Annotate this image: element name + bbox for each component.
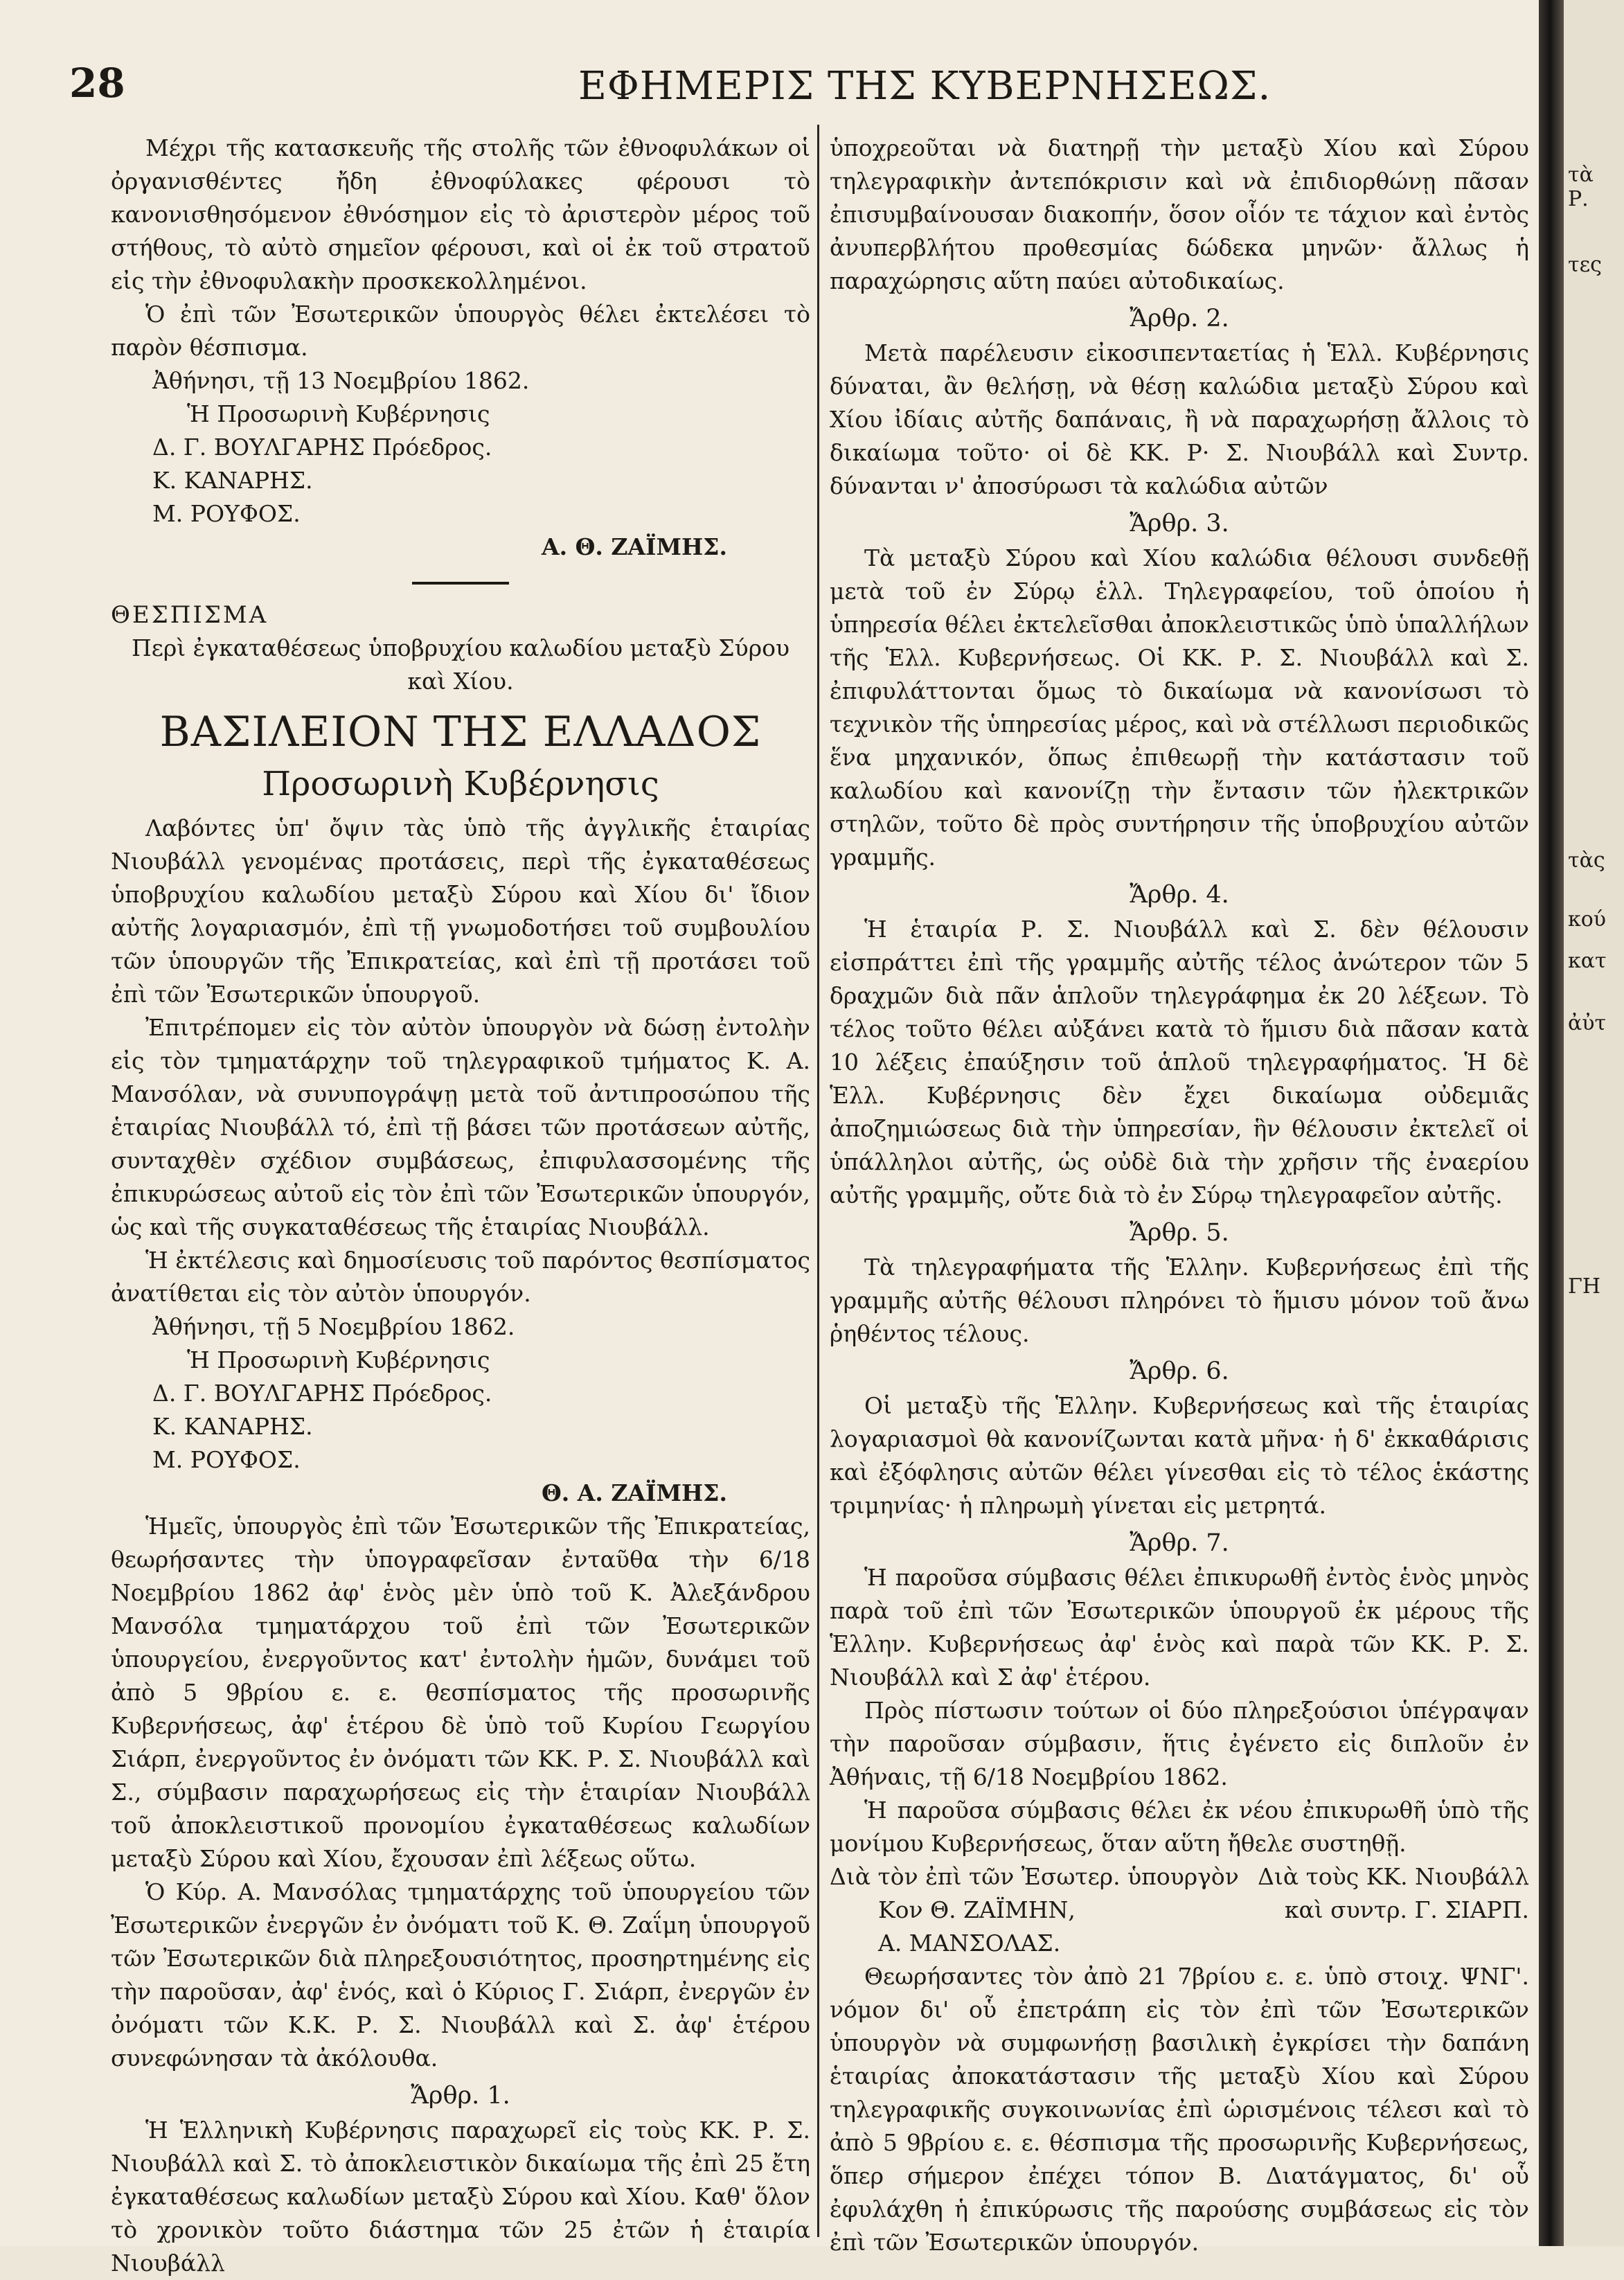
left-column [111,132,810,2280]
paragraph: Τὰ τηλεγραφήματα τῆς Ἑλλην. Κυβερνήσεως ἐπὶ τῆς γραμμῆς αὐτῆς θέλουσι πληρόνει τὸ ἥμισυ μόνον τοῦ ἄνω ῥηθέντος τέλους. [830,1254,1529,1347]
provisional-government-title: Προσωρινὴ Κυβέρνησις [262,765,659,803]
book-gutter [1539,0,1564,2246]
paragraph: Ἡ ἑταιρία Ρ. Σ. Νιουβάλλ καὶ Σ. δὲν θέλουσιν εἰσπράττει ἐπὶ τῆς γραμμῆς αὐτῆς τέλος ἀνώτερον τῶν 5 δραχμῶν διὰ πᾶν ἁπλοῦν τηλεγράφημα ἐκ 20 λέξεων. Τὸ τέλος τοῦτο θέλει αὐξάνει κατὰ τὸ ἥμισυ διὰ πᾶσαν κατὰ 10 λέξεις ἐπαύξησιν τοῦ ἁπλοῦ τηλεγραφήματος. Ἡ δὲ Ἑλλ. Κυβέρνησις δὲν ἔχει δικαίωμα οὐδεμιᾶς ἀποζημιώσεως διὰ τὴν ὑπηρεσίαν, ἣν θέλουσιν ἐκτελεῖ οἱ ὑπάλληλοι αὐτῆς, ὡς οὐδὲ διὰ τὴν χρῆσιν τῆς ἐναερίου αὐτῆς γραμμῆς, οὔτε διὰ τὸ ἐν Σύρῳ τηλεγραφεῖον αὐτῆς. [830,916,1529,1209]
margin-fragment: τὰς [1568,848,1605,873]
signature-line: Α. Θ. ΖΑΪΜΗΣ. [542,533,727,560]
signature-row [830,1860,1529,1894]
margin-fragment: τες [1568,253,1602,277]
margin-fragment: κατ [1568,949,1607,973]
government-line: Ἡ Προσωρινὴ Κυβέρνησις [187,400,490,427]
paragraph: Οἱ μεταξὺ τῆς Ἑλλην. Κυβερνήσεως καὶ τῆς ἑταιρίας λογαριασμοὶ θὰ κανονίζωνται κατὰ μῆνα· ἡ δ' ἐκκαθάρισις καὶ ἐξόφλησις αὐτῶν θέλει γίνεσθαι εἰς τὸ τέλος ἑκάστης τριμηνίας· ἡ πληρωμὴ γίνεται εἰς μετρητά. [830,1392,1529,1519]
article-heading: Ἄρθρ. 6. [1130,1357,1229,1385]
paragraph: Θεωρήσαντες τὸν ἀπὸ 21 7βρίου ε. ε. ὑπὸ στοιχ. ΨΝΓ'. νόμον δι' οὗ ἐπετράπη εἰς τὸν ἐπὶ τῶν Ἐσωτερικῶν ὑπουργὸν νὰ συμφωνήσῃ βασιλικὴ ἐγκρίσει τὴν δαπάνη ἑταιρίας ἀποκατάστασιν τῆς μεταξὺ Χίου καὶ Σύρου τηλεγραφικῆς συγκοινωνίας ἐπὶ ὡρισμένοις τέλεσι καὶ τὸ ἀπὸ 5 9βρίου ε. ε. θέσπισμα τῆς προσωρινῆς Κυβερνήσεως, ὅπερ σήμερον ἐπέχει τόπον Β. Διατάγματος, δι' οὗ ἐφυλάχθη ἡ ἐπικύρωσις τῆς παρούσης συμβάσεως εἰς τὸν ἐπὶ τῶν Ἐσωτερικῶν ὑπουργόν. [830,1963,1529,2256]
paragraph: Ὁ ἐπὶ τῶν Ἐσωτερικῶν ὑπουργὸς θέλει ἐκτελέσει τὸ παρὸν θέσπισμα. [111,301,810,361]
signature-line: Διὰ τοὺς ΚΚ. Νιουβάλλ [1258,1863,1529,1890]
date-line: Ἀθήνησι, τῇ 5 Νοεμβρίου 1862. [152,1313,515,1340]
paragraph: Ἡ ἐκτέλεσις καὶ δημοσίευσις τοῦ παρόντος θεσπίσματος ἀνατίθεται εἰς τὸν αὐτὸν ὑπουργόν. [111,1247,810,1307]
article-heading: Ἄρθρ. 7. [1130,1529,1229,1557]
signature-line: Μ. ΡΟΥΦΟΣ. [152,1446,301,1473]
paragraph: Ἡ παροῦσα σύμβασις θέλει ἐκ νέου ἐπικυρωθῆ ὑπὸ τῆς μονίμου Κυβερνήσεως, ὅταν αὕτη ἤθελε συστηθῇ. [830,1797,1529,1857]
page-header [69,54,1517,116]
adjacent-page-edge [1564,0,1624,2246]
page-number: 28 [69,60,125,107]
right-column [830,132,1529,2259]
article-heading: Ἄρθρ. 3. [1130,510,1229,537]
date-line: Ἀθήνησι, τῇ 13 Νοεμβρίου 1862. [152,367,530,394]
paragraph: Ἡμεῖς, ὑπουργὸς ἐπὶ τῶν Ἐσωτερικῶν τῆς Ἐπικρατείας, θεωρήσαντες τὴν ὑπογραφεῖσαν ἐνταῦθα τὴν 6/18 Νοεμβρίου 1862 ἀφ' ἑνὸς μὲν ὑπὸ τοῦ Κ. Ἀλεξάνδρου Μανσόλα τμηματάρχου τοῦ ἐπὶ τῶν Ἐσωτερικῶν ὑπουργείου, ἐνεργοῦντος κατ' ἐντολὴν ἡμῶν, δυνάμει τοῦ ἀπὸ 5 9βρίου ε. ε. θεσπίσματος τῆς προσωρινῆς Κυβερνήσεως, ἀφ' ἑτέρου δὲ ὑπὸ τοῦ Κυρίου Γεωργίου Σιάρπ, ἐνεργοῦντος ἐν ὀνόματι τῶν ΚΚ. Ρ. Σ. Νιουβάλλ καὶ Σ., σύμβασιν παραχωρήσεως εἰς τὴν ἑταιρίαν Νιουβάλλ τοῦ ἀποκλειστικοῦ προνομίου ἐγκαταθέσεως καλωδίων μεταξὺ Σύρου καὶ Χίου, ἔχουσαν ἐπὶ λέξεως οὕτω. [111,1513,810,1872]
article-heading: Ἄρθρ. 2. [1130,305,1229,332]
signature-line: Διὰ τὸν ἐπὶ τῶν Ἐσωτερ. ὑπουργὸν [830,1863,1239,1890]
signature-line: Κ. ΚΑΝΑΡΗΣ. [152,1413,313,1440]
running-title: ΕΦΗΜΕΡΙΣ ΤΗΣ ΚΥΒΕΡΝΗΣΕΩΣ. [578,64,1271,109]
signature-row [830,1894,1529,1927]
article-heading: Ἄρθρ. 4. [1130,881,1229,909]
signature-line: Δ. Γ. ΒΟΥΛΓΑΡΗΣ Πρόεδρος. [152,1380,492,1407]
article-heading: Ἄρθρ. 1. [411,2082,510,2110]
kingdom-title: ΒΑΣΙΛΕΙΟΝ ΤΗΣ ΕΛΛΑΔΟΣ [159,708,762,756]
margin-fragment: κού [1568,907,1607,932]
government-line: Ἡ Προσωρινὴ Κυβέρνησις [187,1346,490,1373]
margin-fragment: Ρ. [1568,187,1589,211]
section-separator [412,582,509,585]
margin-fragment: ΓΗ [1568,1274,1600,1299]
signature-line: Θ. Α. ΖΑΪΜΗΣ. [542,1479,727,1506]
signature-row [830,1927,1529,1960]
paragraph: Ὁ Κύρ. Α. Μανσόλας τμηματάρχης τοῦ ὑπουργείου τῶν Ἐσωτερικῶν ἐνεργῶν ἐν ὀνόματι τοῦ Κ. Θ. Ζαΐμη ὑπουργοῦ τῶν Ἐσωτερικῶν διὰ πληρεξουσιότητος, προσηρτημένης εἰς τὴν παροῦσαν, ἀφ' ἑνός, καὶ ὁ Κύριος Γ. Σιάρπ, ἐνεργῶν ἐν ὀνόματι τῶν Κ.Κ. Ρ. Σ. Νιουβάλλ καὶ Σ. ἀφ' ἑτέρου συνεφώνησαν τὰ ἀκόλουθα. [111,1878,810,2072]
signature-line: Μ. ΡΟΥΦΟΣ. [152,500,301,527]
decree-subject: Περὶ ἐγκαταθέσεως ὑποβρυχίου καλωδίου μεταξὺ Σύρου καὶ Χίου. [131,634,790,695]
paragraph: Ἡ Ἑλληνικὴ Κυβέρνησις παραχωρεῖ εἰς τοὺς ΚΚ. Ρ. Σ. Νιουβάλλ καὶ Σ. τὸ ἀποκλειστικὸν δικαίωμα τῆς ἐπὶ 25 ἔτη ἐγκαταθέσεως καλωδίων μεταξὺ Σύρου καὶ Χίου. Καθ' ὅλον τὸ χρονικὸν τοῦτο διάστημα τῶν 25 ἐτῶν ἡ ἑταιρία Νιουβάλλ [111,2117,810,2277]
paragraph: Πρὸς πίστωσιν τούτων οἱ δύο πληρεξούσιοι ὑπέγραψαν τὴν παροῦσαν σύμβασιν, ἥτις ἐγένετο εἰς διπλοῦν ἐν Ἀθήναις, τῇ 6/18 Νοεμβρίου 1862. [830,1697,1529,1790]
signature-line: Κον Θ. ΖΑΪΜΗΝ, [878,1896,1076,1923]
paragraph: Μέχρι τῆς κατασκευῆς τῆς στολῆς τῶν ἐθνοφυλάκων οἱ ὀργανισθέντες ἤδη ἐθνοφύλακες φέρουσι τὸ κανονισθησόμενον ἐθνόσημον εἰς τὸ ἀριστερὸν μέρος τοῦ στήθους, τὸ αὐτὸ σημεῖον φέρουσι, καὶ οἱ ἐκ τοῦ στρατοῦ εἰς τὴν ἐθνοφυλακὴν προσκεκολλημένοι. [111,134,810,294]
paragraph: Λαβόντες ὑπ' ὄψιν τὰς ὑπὸ τῆς ἀγγλικῆς ἑταιρίας Νιουβάλλ γενομένας προτάσεις, περὶ τῆς ἐγκαταθέσεως ὑποβρυχίου καλωδίου μεταξὺ Σύρου καὶ Χίου δι' ἴδιον αὐτῆς λογαριασμόν, ἐπὶ τῇ γνωμοδοτήσει τοῦ συμβουλίου τῶν ὑπουργῶν τῆς Ἐπικρατείας, καὶ ἐπὶ τῇ προτάσει τοῦ ἐπὶ τῶν Ἐσωτερικῶν ὑπουργοῦ. [111,814,810,1008]
article-heading: Ἄρθρ. 5. [1130,1219,1229,1247]
paragraph: ὑποχρεοῦται νὰ διατηρῇ τὴν μεταξὺ Χίου καὶ Σύρου τηλεγραφικὴν ἀντεπόκρισιν καὶ νὰ ἐπιδιορθώνῃ πᾶσαν ἐπισυμβαίνουσαν διακοπήν, ὅσον οἷόν τε τάχιον καὶ ἐντὸς ἀνυπερβλήτου προθεσμίας δώδεκα μηνῶν· ἄλλως ἡ παραχώρησις αὕτη παύει αὐτοδικαίως. [830,134,1529,294]
paragraph: Ἡ παροῦσα σύμβασις θέλει ἐπικυρωθῆ ἐντὸς ἑνὸς μηνὸς παρὰ τοῦ ἐπὶ τῶν Ἐσωτερικῶν ὑπουργοῦ ἐκ μέρους τῆς Ἑλλην. Κυβερνήσεως ἀφ' ἑνὸς καὶ παρὰ τῶν ΚΚ. Ρ. Σ. Νιουβάλλ καὶ Σ ἀφ' ἑτέρου. [830,1564,1529,1691]
signature-line: Δ. Γ. ΒΟΥΛΓΑΡΗΣ Πρόεδρος. [152,434,492,461]
signature-line: Κ. ΚΑΝΑΡΗΣ. [152,467,313,494]
margin-fragment: τὰ [1568,163,1594,187]
paragraph: Τὰ μεταξὺ Σύρου καὶ Χίου καλώδια θέλουσι συνδεθῇ μετὰ τοῦ ἐν Σύρῳ ἑλλ. Τηλεγραφείου, τοῦ ὁποίου ἡ ὑπηρεσία θέλει ἐκτελεῖσθαι ἀποκλειστικῶς ὑπὸ ὑπαλλήλων τῆς Ἑλλ. Κυβερνήσεως. Οἱ ΚΚ. Ρ. Σ. Νιουβάλλ καὶ Σ. ἐπιφυλάττονται ὅμως τὸ δικαίωμα νὰ κανονίσωσι τὸ τεχνικὸν τῆς ὑπηρεσίας μέρος, καὶ νὰ στέλλωσι περιοδικῶς ἕνα μηχανικόν, ὅπως ἐπιθεωρῇ τὴν κατάστασιν τοῦ καλωδίου καὶ κανονίζῃ τὴν ἔντασιν τῶν ἠλεκτρικῶν στηλῶν, τοῦτο δὲ πρὸς συντήρησιν τῆς ὑποβρυχίου αὐτῶν γραμμῆς. [830,544,1529,871]
signature-line: Α. ΜΑΝΣΟΛΑΣ. [878,1930,1061,1957]
column-divider [817,125,819,2237]
signature-line: καὶ συντρ. Γ. ΣΙΑΡΠ. [1284,1896,1529,1923]
decree-heading: ΘΕΣΠΙΣΜΑ [111,601,269,629]
paragraph: Μετὰ παρέλευσιν εἰκοσιπενταετίας ἡ Ἑλλ. Κυβέρνησις δύναται, ἂν θελήσῃ, νὰ θέσῃ καλώδια μεταξὺ Σύρου καὶ Χίου ἰδίαις αὐτῆς δαπάναις, ἢ νὰ παραχωρήσῃ ἄλλοις τὸ δικαίωμα τοῦτο· οἱ δὲ ΚΚ. Ρ· Σ. Νιουβάλλ καὶ Συντρ. δύνανται ν' ἀποσύρωσι τὰ καλώδια αὐτῶν [830,339,1529,499]
margin-fragment: ἀὐτ [1568,1011,1607,1035]
paragraph: Ἐπιτρέπομεν εἰς τὸν αὐτὸν ὑπουργὸν νὰ δώσῃ ἐντολὴν εἰς τὸν τμηματάρχην τοῦ τηλεγραφικοῦ τμήματος Κ. Α. Μανσόλαν, νὰ συνυπογράψῃ μετὰ τοῦ ἀντιπροσώπου τῆς ἑταιρίας Νιουβάλλ τό, ἐπὶ τῇ βάσει τῶν προτάσεων αὐτῆς, συνταχθὲν σχέδιον συμβάσεως, ἐπιφυλασσομένης τῆς ἐπικυρώσεως αὐτοῦ εἰς τὸν ἐπὶ τῶν Ἐσωτερικῶν ὑπουργόν, ὡς καὶ τῆς συγκαταθέσεως τῆς ἑταιρίας Νιουβάλλ. [111,1014,810,1240]
